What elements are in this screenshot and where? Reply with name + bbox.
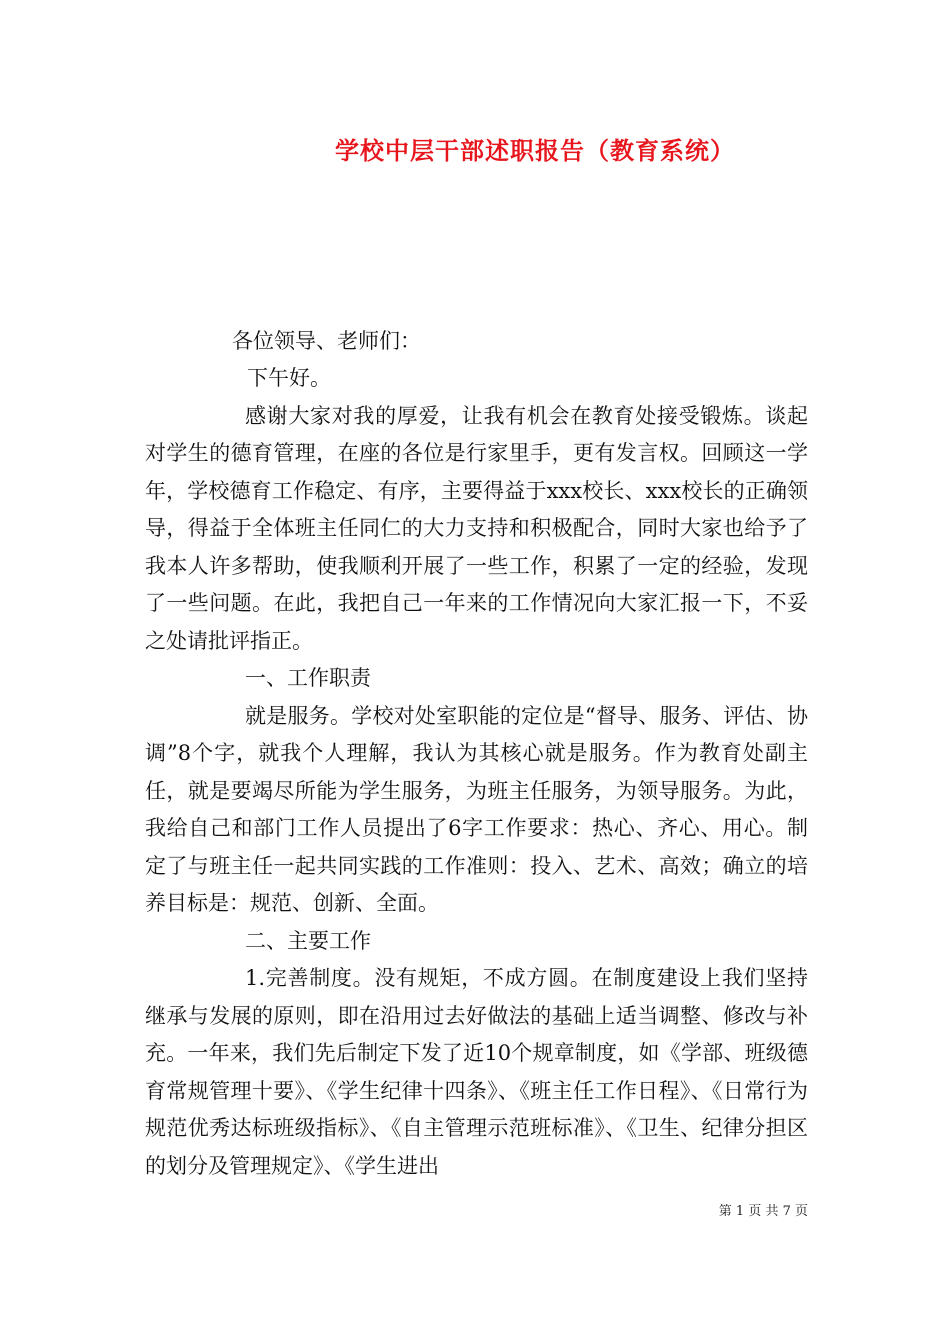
section-heading-responsibilities: 一、工作职责 bbox=[245, 666, 371, 690]
paragraph-greeting: 下午好。 bbox=[247, 366, 331, 390]
document-body bbox=[145, 360, 808, 1185]
paragraph-main-work: 1.完善制度。没有规矩，不成方圆。在制度建设上我们坚持继承与发展的原则，即在沿用过去好做法的基础上适当调整、修改与补充。一年来，我们先后制定下发了近10个规章制度，如《学部、班级德育常规管理十要》、《学生纪律十四条》、《班主任工作日程》、《日常行为规范优秀达标班级指标》、《自主管理示范班标准》、《卫生、纪律分担区的划分及管理规定》、《学生进出 bbox=[145, 966, 808, 1178]
salutation: 各位领导、老师们： bbox=[232, 329, 421, 353]
paragraph-responsibilities: 就是服务。学校对处室职能的定位是“督导、服务、评估、协调”8个字，就我个人理解，我认为其核心就是服务。作为教育处副主任，就是要竭尽所能为学生服务，为班主任服务，为领导服务。为此，我给自己和部门工作人员提出了6字工作要求：热心、齐心、用心。制定了与班主任一起共同实践的工作准则：投入、艺术、高效；确立的培养目标是：规范、创新、全面。 bbox=[145, 703, 808, 915]
page-number: 第 1 页 共 7 页 bbox=[718, 1204, 808, 1219]
document-title: 学校中层干部述职报告（教育系统） bbox=[335, 136, 735, 165]
section-heading-main-work: 二、主要工作 bbox=[245, 928, 371, 953]
paragraph-intro: 感谢大家对我的厚爱，让我有机会在教育处接受锻炼。谈起对学生的德育管理，在座的各位是行家里手，更有发言权。回顾这一学年，学校德育工作稳定、有序，主要得益于xxx校长、xxx校长的正确领导，得益于全体班主任同仁的大力支持和积极配合，同时大家也给予了我本人许多帮助，使我顺利开展了一些工作，积累了一定的经验，发现了一些问题。在此，我把自己一年来的工作情况向大家汇报一下，不妥之处请批评指正。 bbox=[145, 403, 808, 653]
